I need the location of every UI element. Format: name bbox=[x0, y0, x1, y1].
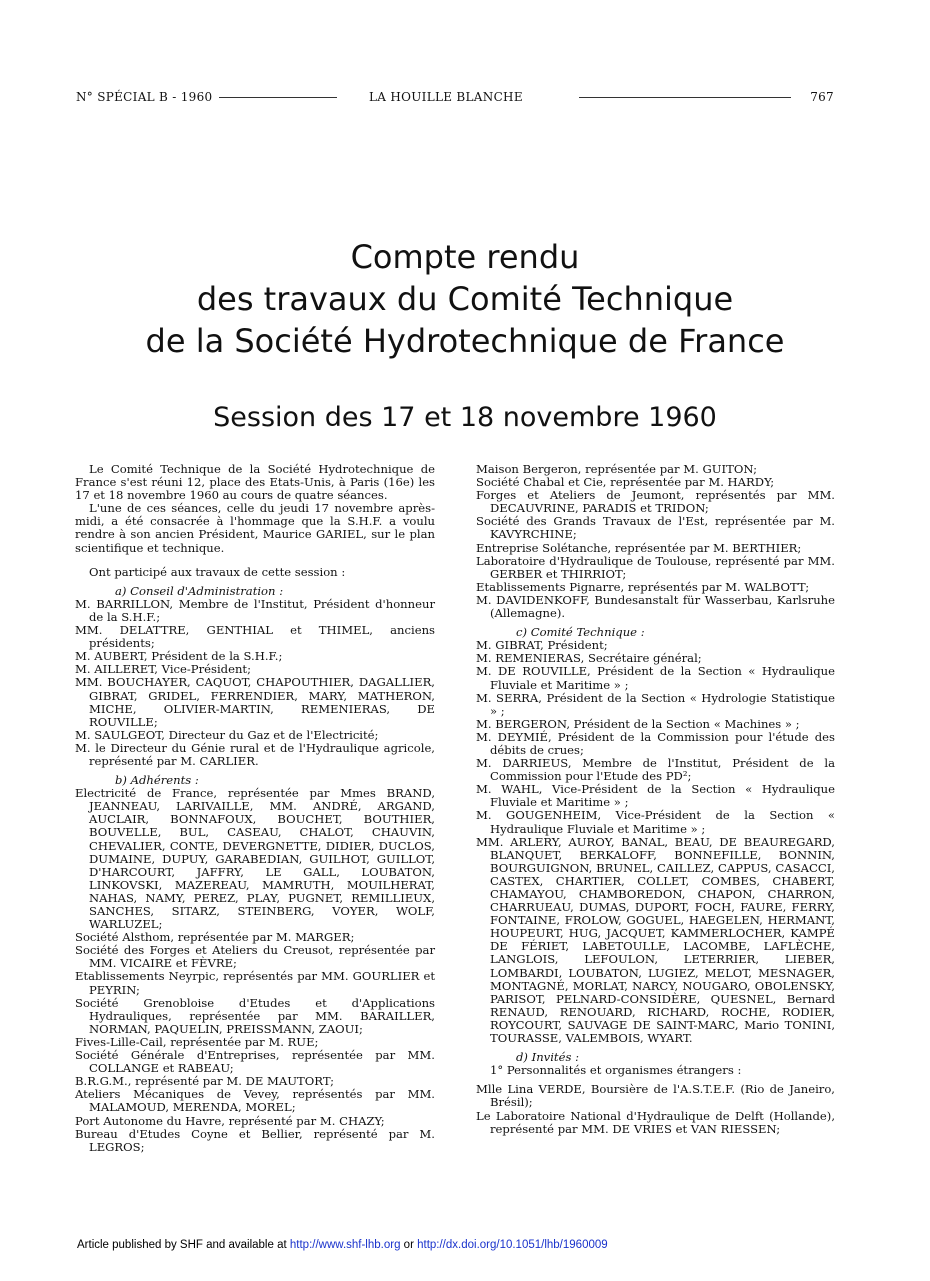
paragraph: Société Chabal et Cie, représentée par M. HARDY; bbox=[476, 475, 775, 490]
section-heading: b) Adhérents : bbox=[115, 773, 199, 788]
footer-citation bbox=[77, 1239, 608, 1251]
paragraph: M. GOUGENHEIM, Vice-Président de la Section « Hydraulique Fluviale et Maritime » ; bbox=[476, 808, 835, 836]
paragraph: Société Générale d'Entreprises, représentée par MM. COLLANGE et RABEAU; bbox=[75, 1048, 435, 1076]
paragraph: M. DEYMIÉ, Président de la Commission pour l'étude des débits de crues; bbox=[476, 729, 835, 757]
paragraph: M. DARRIEUS, Membre de l'Institut, Président de la Commission pour l'Etude des PD²; bbox=[476, 756, 835, 784]
paragraph: Société des Forges et Ateliers du Creusot, représentée par MM. VICAIRE et FÈVRE; bbox=[75, 943, 435, 971]
footer-or: or bbox=[403, 1239, 414, 1251]
paragraph: Société des Grands Travaux de l'Est, représentée par M. KAVYRCHINE; bbox=[476, 514, 835, 542]
paragraph: M. GIBRAT, Président; bbox=[476, 638, 608, 653]
title-line-2: des travaux du Comité Technique bbox=[196, 280, 734, 318]
paragraph: Electricité de France, représentée par Mmes BRAND, JEANNEAU, LARIVAILLE, MM. ANDRÉ, ARGAND, AUCLAIR, BONNAFOUX, BOUCHET, BOUTHIER, BOUVELLE, BUL, CASEAU, CHALOT, CHAUVIN, CHEVALIER, CONTE, DEVERGNETTE, DIDIER, DUCLOS, DUMAINE, DUPUY, GARABEDIAN, GUILHOT, GUILLOT, D'HARCOURT, JAFFRY, LE GALL, LOUBATON, LINKOVSKI, MAZEREAU, MAMRUTH, MOUILHERAT, NAHAS, NAMY, PEREZ, PLAY, PUGNET, REMILLIEUX, SANCHES, SITARZ, STEINBERG, VOYER, WOLF, WARLUZEL; bbox=[75, 786, 435, 932]
footer-link-doi[interactable]: http://dx.doi.org/10.1051/lhb/1960009 bbox=[417, 1239, 608, 1251]
paragraph: Bureau d'Etudes Coyne et Bellier, représenté par M. LEGROS; bbox=[75, 1126, 435, 1154]
journal-issue: N° SPÉCIAL B - 1960 bbox=[76, 90, 213, 104]
paragraph: M. SAULGEOT, Directeur du Gaz et de l'Electricité; bbox=[75, 727, 379, 742]
left-column bbox=[75, 463, 435, 1154]
paragraph: M. BERGERON, Président de la Section « Machines » ; bbox=[476, 716, 800, 731]
paragraph: Mlle Lina VERDE, Boursière de l'A.S.T.E.F. (Rio de Janeiro, Brésil); bbox=[476, 1082, 835, 1110]
paragraph: MM. BOUCHAYER, CAQUOT, CHAPOUTHIER, DAGALLIER, GIBRAT, GRIDEL, FERRENDIER, MARY, MATHERON, MICHE, OLIVIER-MARTIN, REMENIERAS, DE ROUVILLE; bbox=[75, 675, 435, 729]
section-heading: a) Conseil d'Administration : bbox=[115, 583, 284, 598]
paragraph: M. WAHL, Vice-Président de la Section « Hydraulique Fluviale et Maritime » ; bbox=[476, 782, 835, 810]
paragraph: M. AILLERET, Vice-Président; bbox=[75, 662, 251, 677]
paragraph: M. SERRA, Président de la Section « Hydrologie Statistique » ; bbox=[476, 690, 835, 718]
paragraph: M. DAVIDENKOFF, Bundesanstalt für Wasserbau, Karlsruhe (Allemagne). bbox=[476, 592, 835, 621]
paragraph: Maison Bergeron, représentée par M. GUITON; bbox=[476, 462, 758, 476]
footer-text: Article published by SHF and available at bbox=[77, 1239, 287, 1251]
paragraph: M. DE ROUVILLE, Président de la Section « Hydraulique Fluviale et Maritime » ; bbox=[476, 664, 835, 692]
paragraph-spacer bbox=[75, 555, 435, 566]
paragraph: Société Alsthom, représentée par M. MARGER; bbox=[75, 930, 355, 945]
paragraph: Le Laboratoire National d'Hydraulique de Delft (Hollande), représenté par MM. DE VRIES et VAN RIESSEN; bbox=[476, 1108, 835, 1136]
paragraph: MM. DELATTRE, GENTHIAL et THIMEL, anciens présidents; bbox=[75, 623, 435, 651]
header-rule-left bbox=[219, 97, 337, 98]
journal-name: LA HOUILLE BLANCHE bbox=[369, 90, 523, 104]
paragraph: Le Comité Technique de la Société Hydrotechnique de France s'est réuni 12, place des Etats-Unis, à Paris (16e) les 17 et 18 novembre 1960 au cours de quatre séances. bbox=[75, 462, 435, 503]
paragraph: Fives-Lille-Cail, représentée par M. RUE; bbox=[75, 1034, 319, 1049]
running-header bbox=[76, 90, 834, 106]
header-rule-right bbox=[579, 97, 791, 98]
section-heading: d) Invités : bbox=[516, 1050, 579, 1065]
paragraph: MM. ARLERY, AUROY, BANAL, BEAU, DE BEAUREGARD, BLANQUET, BERKALOFF, BONNEFILLE, BONNIN, BOURGUIGNON, BRUNEL, CAILLEZ, CAPPUS, CASACCI, CASTEX, CHARTIER, COLLET, COMBES, CHABERT, CHAMAYOU, CHAMBOREDON, CHAPON, CHARRON, CHARRUEAU, DUMAS, DUPORT, FOCH, FAURE, FERRY, FONTAINE, FROLOW, GOGUEL, HAEGELEN, HERMANT, HOUPEURT, HUG, JACQUET, KAMMERLOCHER, KAMPÉ DE FÉRIET, LABETOULLE, LACOMBE, LAFLÈCHE, LANGLOIS, LEFOULON, LETERRIER, LIEBER, LOMBARDI, LOUBATON, LUGIEZ, MELOT, MESNAGER, MONTAGNÉ, MORLAT, NARCY, NOUGARO, OBOLENSKY, PARISOT, PELNARD-CONSIDÈRE, QUESNEL, Bernard RENAUD, RENOUARD, RICHARD, ROCHE, RODIER, ROYCOURT, SAUVAGE DE SAINT-MARC, Mario TONINI, TOURASSE, VALEMBOIS, WYART. bbox=[476, 834, 835, 1046]
paragraph: M. BARRILLON, Membre de l'Institut, Président d'honneur de la S.H.F.; bbox=[75, 596, 435, 624]
paragraph: Laboratoire d'Hydraulique de Toulouse, représenté par MM. GERBER et THIRRIOT; bbox=[476, 553, 835, 581]
paragraph: L'une de ces séances, celle du jeudi 17 novembre après-midi, a été consacrée à l'hommage que la S.H.F. a voulu rendre à son ancien Président, Maurice GARIEL, sur le plan scientifique et technique. bbox=[75, 501, 435, 555]
paragraph: Etablissements Pignarre, représentés par M. WALBOTT; bbox=[476, 579, 810, 594]
paragraph: 1° Personnalités et organismes étrangers : bbox=[490, 1063, 742, 1078]
paragraph: Société Grenobloise d'Etudes et d'Applications Hydrauliques, représentée par MM. BARAILLER, NORMAN, PAQUELIN, PREISSMANN, ZAOUI; bbox=[75, 995, 435, 1036]
title-line-1: Compte rendu bbox=[350, 238, 580, 276]
paragraph: Forges et Ateliers de Jeumont, représentés par MM. DECAUVRINE, PARADIS et TRIDON; bbox=[476, 488, 835, 516]
paragraph: Ateliers Mécaniques de Vevey, représentés par MM. MALAMOUD, MERENDA, MOREL; bbox=[75, 1087, 435, 1115]
paragraph: Etablissements Neyrpic, représentés par MM. GOURLIER et PEYRIN; bbox=[75, 969, 435, 997]
paragraph: M. AUBERT, Président de la S.H.F.; bbox=[75, 649, 283, 664]
title-line-3: de la Société Hydrotechnique de France bbox=[145, 322, 785, 360]
session-title: Session des 17 et 18 novembre 1960 bbox=[213, 402, 717, 433]
footer-link-shf[interactable]: http://www.shf-lhb.org bbox=[289, 1239, 401, 1251]
page-number: 767 bbox=[810, 90, 834, 104]
paragraph: Port Autonome du Havre, représenté par M. CHAZY; bbox=[75, 1113, 385, 1128]
paragraph: M. REMENIERAS, Secrétaire général; bbox=[476, 651, 702, 666]
right-column bbox=[476, 463, 835, 1136]
paragraph: B.R.G.M., représenté par M. DE MAUTORT; bbox=[75, 1074, 335, 1089]
paragraph: M. le Directeur du Génie rural et de l'Hydraulique agricole, représenté par M. CARLIER. bbox=[75, 740, 435, 768]
paragraph: Entreprise Solétanche, représentée par M. BERTHIER; bbox=[476, 540, 802, 555]
paragraph: Ont participé aux travaux de cette session : bbox=[89, 564, 346, 579]
section-heading: c) Comité Technique : bbox=[516, 625, 645, 640]
